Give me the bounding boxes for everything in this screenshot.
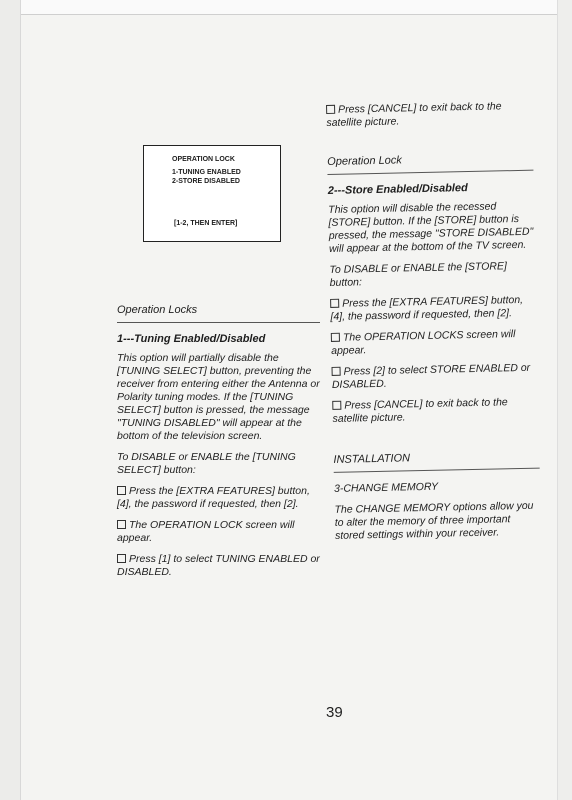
right-column — [326, 100, 541, 551]
section-rule — [327, 170, 533, 175]
checkbox-bullet-icon — [330, 299, 339, 308]
screen-title: OPERATION LOCK — [172, 156, 235, 163]
step-item — [326, 100, 532, 130]
checkbox-bullet-icon — [117, 520, 126, 529]
step-text: Press [1] to select TUNING ENABLED or DISABLED. — [117, 553, 320, 578]
screen-option-2: 2-STORE DISABLED — [172, 178, 240, 185]
step-item — [117, 553, 320, 579]
paragraph: To DISABLE or ENABLE the [TUNING SELECT] button: — [117, 451, 296, 476]
step-item — [117, 519, 320, 545]
page-number: 39 — [326, 704, 343, 721]
paragraph: To DISABLE or ENABLE the [STORE] button: — [329, 260, 507, 289]
checkbox-bullet-icon — [332, 367, 341, 376]
step-text: The OPERATION LOCKS screen will appear. — [331, 328, 516, 357]
tv-screen-illustration — [143, 145, 281, 242]
paragraph: The CHANGE MEMORY options allow you to alter the memory of three important stored settings within your receiver. — [334, 499, 534, 542]
page-edge-right — [557, 0, 572, 800]
step-text: Press the [EXTRA FEATURES] button, [4], the password if requested, then [2]. — [117, 485, 310, 510]
step-item — [332, 396, 538, 426]
section-title-operation-locks: Operation Locks — [117, 304, 198, 316]
page-edge-top — [0, 0, 572, 15]
step-item — [117, 485, 320, 511]
checkbox-bullet-icon — [332, 401, 341, 410]
step-text: The OPERATION LOCK screen will appear. — [117, 519, 295, 544]
checkbox-bullet-icon — [331, 333, 340, 342]
left-column — [117, 304, 320, 587]
section-rule — [334, 468, 540, 473]
subsection-title-store: 2---Store Enabled/Disabled — [327, 182, 468, 197]
checkbox-bullet-icon — [117, 554, 126, 563]
paragraph: This option will disable the recessed [STORE] button. If the [STORE] button is pressed, the message "STORE DISABLED" will appear at the bottom of the TV screen. — [328, 200, 534, 255]
step-text: Press the [EXTRA FEATURES] button, [4], the password if requested, then [2]. — [330, 293, 524, 323]
page-edge-left — [0, 0, 21, 800]
step-text: Press [CANCEL] to exit back to the satellite picture. — [332, 396, 508, 425]
step-item — [331, 328, 537, 358]
paragraph: This option will partially disable the [TUNING SELECT] button, preventing the receiver from entering either the Antenna or Polarity tuning modes. If the [TUNING SELECT] button is pressed, the message "TUNING DISABLED" will appear at the bottom of the television screen. — [117, 352, 320, 442]
section-title-installation: INSTALLATION — [333, 452, 411, 466]
checkbox-bullet-icon — [326, 105, 335, 114]
subsection-title-change-memory: 3-CHANGE MEMORY — [333, 480, 439, 495]
checkbox-bullet-icon — [117, 486, 126, 495]
screen-prompt: [1-2, THEN ENTER] — [174, 220, 238, 227]
step-item — [330, 294, 536, 324]
section-rule — [117, 322, 320, 323]
subsection-title-tuning: 1---Tuning Enabled/Disabled — [117, 333, 266, 345]
step-text: Press [CANCEL] to exit back to the satellite picture. — [326, 100, 502, 129]
screen-option-1: 1-TUNING ENABLED — [172, 169, 241, 176]
section-title-operation-lock: Operation Lock — [327, 154, 402, 168]
step-text: Press [2] to select STORE ENABLED or DISABLED. — [331, 361, 531, 391]
step-item — [331, 362, 537, 392]
